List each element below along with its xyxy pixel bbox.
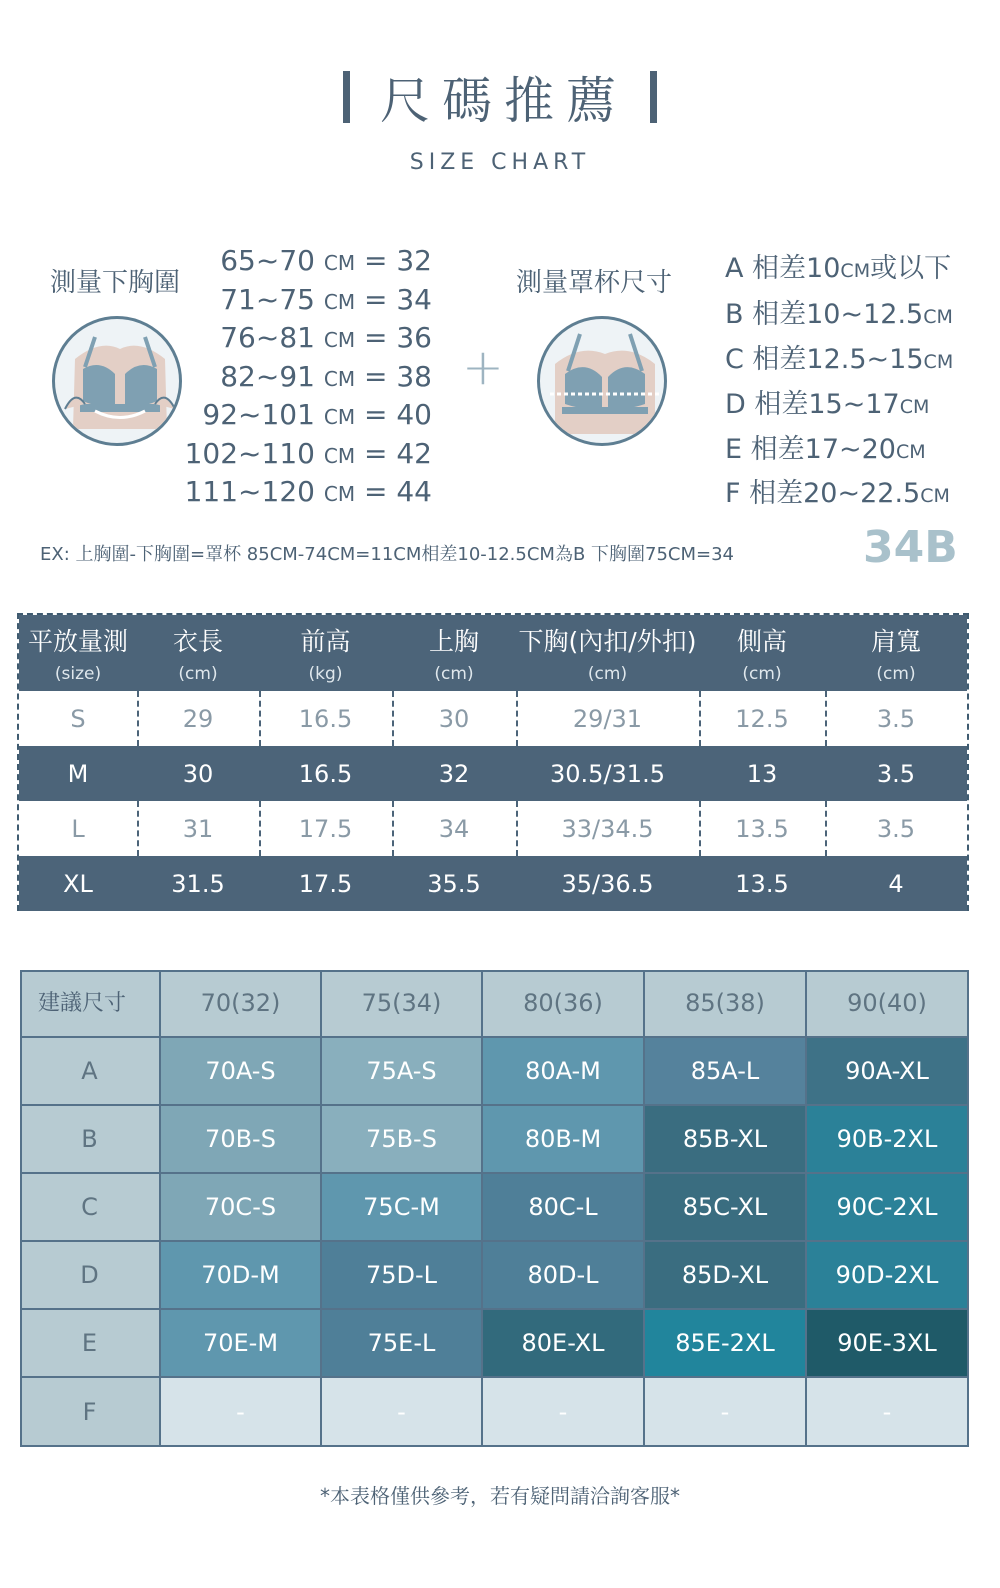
size-cell: 85C-XL — [645, 1174, 807, 1242]
size-cell: 75C-M — [322, 1174, 483, 1242]
header-title: 下胸(內扣/外扣) — [518, 627, 697, 656]
band-measure-illustration — [52, 316, 182, 446]
header-unit: (size) — [54, 664, 102, 684]
cup-unit: CM — [899, 396, 930, 418]
band-equals: = 38 — [364, 360, 432, 393]
header-cell — [137, 615, 259, 691]
table-cell: 29/31 — [572, 704, 643, 733]
band-equals: = 36 — [364, 321, 432, 354]
table-cell: 12.5 — [735, 704, 789, 733]
band-unit: CM — [323, 367, 356, 391]
table-cell: 31.5 — [171, 869, 225, 898]
header-unit: (cm) — [434, 664, 474, 684]
column-divider — [392, 801, 394, 856]
table-cell: 35/36.5 — [561, 869, 654, 898]
band-size-row — [220, 244, 432, 277]
cup-size-row — [725, 246, 951, 285]
size-cell: - — [322, 1378, 483, 1447]
table-row — [19, 691, 967, 746]
column-divider — [259, 801, 261, 856]
table-cell: 16.5 — [298, 759, 353, 788]
band-equals: = 32 — [364, 244, 432, 277]
band-size-row — [185, 437, 432, 470]
band-equals: = 42 — [364, 437, 432, 470]
table-cell: 34 — [438, 814, 470, 843]
header-title: 衣長 — [172, 627, 223, 656]
cup-cell: B — [20, 1106, 161, 1174]
band-unit: CM — [323, 444, 356, 468]
header-cell — [392, 615, 516, 691]
size-cell: - — [161, 1378, 322, 1447]
header-cell — [19, 615, 137, 691]
size-cell: 90E-3XL — [807, 1310, 969, 1378]
table-cell: 33/34.5 — [561, 814, 654, 843]
column-header: 80(36) — [483, 970, 645, 1038]
size-cell: 85A-L — [645, 1038, 807, 1106]
table-cell: 35.5 — [427, 869, 481, 898]
table-cell: 3.5 — [876, 759, 916, 788]
header-title: 前高 — [300, 627, 351, 656]
corner-cell: 建議尺寸 — [20, 970, 161, 1038]
band-range: 111~120 — [184, 475, 315, 508]
cup-text: F 相差20~22.5 — [725, 478, 921, 509]
size-cell: 70B-S — [161, 1106, 322, 1174]
cup-measure-icon — [540, 319, 667, 446]
example-result: 34B — [863, 522, 958, 573]
band-unit: CM — [323, 251, 356, 275]
size-cell: - — [645, 1378, 807, 1447]
table-row — [19, 746, 967, 801]
header-unit: (cm) — [587, 664, 628, 684]
table-cell: 16.5 — [298, 704, 353, 733]
column-divider — [259, 691, 261, 746]
size-cell: - — [807, 1378, 969, 1447]
size-cell: 80B-M — [483, 1106, 645, 1174]
header-title: 側高 — [736, 627, 787, 656]
band-equals: = 34 — [364, 283, 432, 316]
recommended-size-table — [20, 970, 969, 1447]
measurement-table — [17, 613, 969, 911]
size-cell: 75E-L — [322, 1310, 483, 1378]
page-title — [0, 62, 1000, 132]
header-cell — [699, 615, 825, 691]
title-bar-left — [343, 71, 350, 123]
table-row — [19, 856, 967, 911]
size-cell: 80C-L — [483, 1174, 645, 1242]
table-cell: 29 — [182, 704, 214, 733]
header-title: 上胸 — [428, 627, 479, 656]
cup-text: C 相差12.5~15 — [725, 344, 924, 375]
page-subtitle: SIZE CHART — [409, 150, 591, 175]
column-divider — [699, 691, 701, 746]
header-unit: (cm) — [876, 664, 916, 684]
cup-text: B 相差10~12.5 — [725, 299, 924, 330]
header-unit: (kg) — [308, 664, 343, 684]
table-cell: 30.5/31.5 — [550, 759, 665, 788]
size-cell: 70A-S — [161, 1038, 322, 1106]
size-cell: 80D-L — [483, 1242, 645, 1310]
size-cell: 90D-2XL — [807, 1242, 969, 1310]
band-equals: = 40 — [364, 398, 432, 431]
header-title: 平放量測 — [27, 627, 128, 656]
size-cell: 85B-XL — [645, 1106, 807, 1174]
band-range: 102~110 — [184, 437, 315, 470]
cup-unit: CM — [895, 441, 926, 463]
band-label: 測量下胸圍 — [50, 268, 181, 298]
cup-size-row — [725, 382, 929, 421]
table-cell: S — [70, 704, 86, 733]
column-divider — [825, 801, 827, 856]
table-cell: 13.5 — [735, 814, 789, 843]
column-divider — [137, 801, 139, 856]
cup-cell: C — [20, 1174, 161, 1242]
column-divider — [699, 801, 701, 856]
table-cell: M — [67, 759, 89, 788]
cup-measure-illustration — [537, 316, 667, 446]
band-size-row — [220, 321, 432, 354]
size-cell: 90C-2XL — [807, 1174, 969, 1242]
table-cell: 3.5 — [876, 814, 916, 843]
table-cell: XL — [63, 869, 93, 898]
band-unit: CM — [323, 405, 356, 429]
title-text: 尺碼推薦 — [380, 72, 628, 130]
cup-unit: CM — [920, 485, 950, 507]
size-cell: 70E-M — [161, 1310, 322, 1378]
size-cell: 70C-S — [161, 1174, 322, 1242]
header-cell — [825, 615, 967, 691]
plus-icon: + — [462, 338, 504, 396]
table-row — [19, 801, 967, 856]
size-cell: 90A-XL — [807, 1038, 969, 1106]
cup-cell: F — [20, 1378, 161, 1447]
table-cell: 30 — [182, 759, 214, 788]
cup-cell: E — [20, 1310, 161, 1378]
table-cell: 13 — [746, 759, 778, 788]
column-header: 70(32) — [161, 970, 322, 1038]
cup-size-row — [725, 471, 950, 510]
band-range: 65~70 — [220, 244, 315, 277]
band-range: 71~75 — [220, 283, 315, 316]
cup-size-row — [725, 337, 953, 376]
size-cell: 75B-S — [322, 1106, 483, 1174]
table-cell: 32 — [438, 759, 470, 788]
column-header: 90(40) — [807, 970, 969, 1038]
band-range: 82~91 — [220, 360, 315, 393]
column-header: 85(38) — [645, 970, 807, 1038]
cup-text: A 相差10 — [725, 253, 841, 284]
table-cell: L — [71, 814, 85, 843]
band-range: 76~81 — [220, 321, 315, 354]
band-size-row — [202, 398, 432, 431]
band-unit: CM — [323, 328, 356, 352]
example-text: EX: 上胸圍-下胸圍=罩杯 85CM-74CM=11CM相差10-12.5CM為B 下胸圍75CM=34 — [40, 544, 735, 565]
band-size-row — [220, 283, 432, 316]
header-cell — [516, 615, 699, 691]
table-cell: 17.5 — [298, 814, 353, 843]
header-cell — [259, 615, 392, 691]
band-range: 92~101 — [202, 398, 315, 431]
band-unit: CM — [323, 482, 356, 506]
cup-unit: CM — [840, 260, 871, 282]
size-cell: 75A-S — [322, 1038, 483, 1106]
size-cell: 70D-M — [161, 1242, 322, 1310]
size-cell: 90B-2XL — [807, 1106, 969, 1174]
column-divider — [392, 691, 394, 746]
header-unit: (cm) — [178, 664, 218, 684]
cup-cell: D — [20, 1242, 161, 1310]
footer-note: *本表格僅供參考，若有疑問請洽詢客服* — [320, 1484, 680, 1508]
cup-text: E 相差17~20 — [725, 434, 896, 465]
column-header: 75(34) — [322, 970, 483, 1038]
table-cell: 13.5 — [735, 869, 789, 898]
table-header-row — [19, 615, 967, 691]
size-cell: 80E-XL — [483, 1310, 645, 1378]
column-divider — [825, 691, 827, 746]
band-measure-icon — [55, 319, 182, 446]
band-size-row — [185, 475, 432, 508]
cup-suffix: 或以下 — [870, 253, 952, 284]
title-bar-right — [650, 71, 657, 123]
size-cell: - — [483, 1378, 645, 1447]
band-size-row — [220, 360, 432, 393]
table-cell: 31 — [182, 814, 214, 843]
band-equals: = 44 — [364, 475, 432, 508]
header-unit: (cm) — [742, 664, 782, 684]
band-unit: CM — [323, 290, 356, 314]
size-cell: 75D-L — [322, 1242, 483, 1310]
table-cell: 30 — [438, 704, 470, 733]
size-cell: 80A-M — [483, 1038, 645, 1106]
cup-label: 測量罩杯尺寸 — [516, 268, 673, 298]
cup-unit: CM — [923, 306, 953, 328]
size-cell: 85D-XL — [645, 1242, 807, 1310]
column-divider — [137, 691, 139, 746]
column-divider — [516, 691, 518, 746]
table-cell: 4 — [888, 869, 904, 898]
column-divider — [516, 801, 518, 856]
table-cell: 17.5 — [298, 869, 353, 898]
cup-text: D 相差15~17 — [725, 389, 900, 420]
header-title: 肩寬 — [870, 627, 921, 656]
size-cell: 85E-2XL — [645, 1310, 807, 1378]
cup-cell: A — [20, 1038, 161, 1106]
cup-size-row — [725, 292, 953, 331]
cup-size-row — [725, 427, 926, 466]
table-cell: 3.5 — [876, 704, 916, 733]
cup-unit: CM — [923, 351, 954, 373]
